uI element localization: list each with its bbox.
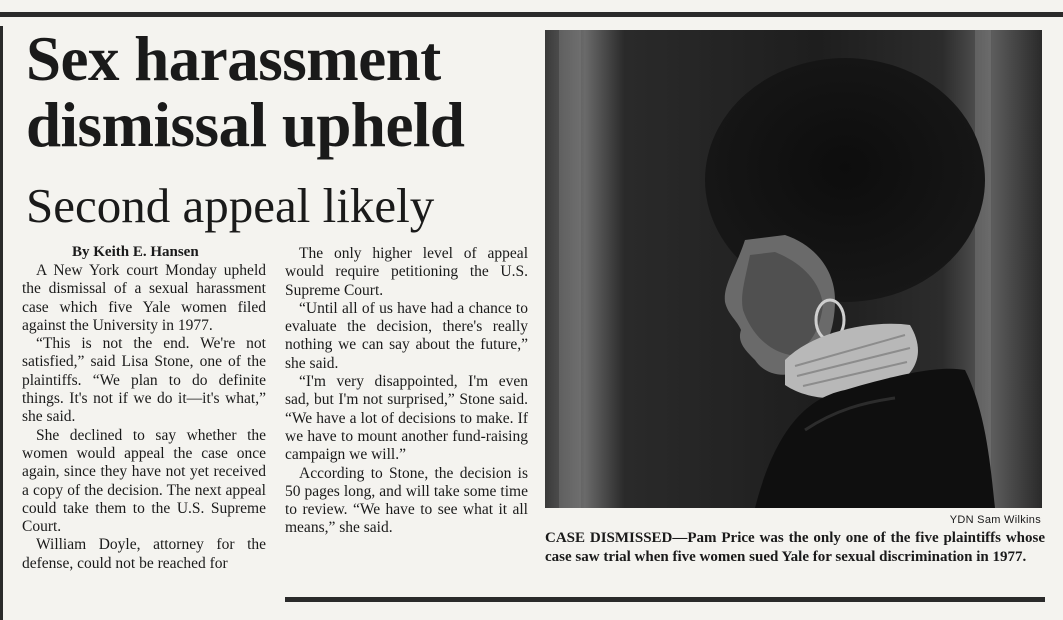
paragraph: “Until all of us have had a chance to evaluate the decision, there's really nothing we can say about the future,” she said. <box>285 299 528 372</box>
headline: Sex harassment dismissal upheld <box>26 24 465 160</box>
article-column-1 <box>22 262 266 573</box>
bottom-rule <box>285 597 1045 602</box>
paragraph: “This is not the end. We're not satisfied,” said Lisa Stone, one of the plaintiffs. “We plan to do definite things. It's not if we do it—it's what,” she said. <box>22 335 266 426</box>
photo-credit: YDN Sam Wilkins <box>949 514 1041 526</box>
paragraph: The only higher level of appeal would require petitioning the U.S. Supreme Court. <box>285 245 528 299</box>
top-rule <box>0 12 1063 17</box>
portrait-image <box>545 30 1042 508</box>
left-rule <box>0 26 3 620</box>
paragraph: She declined to say whether the women would appeal the case once again, since they have not yet received a copy of the decision. The next appeal could take them to the U.S. Supreme Court. <box>22 426 266 536</box>
paragraph: William Doyle, attorney for the defense, could not be reached for <box>22 536 266 572</box>
paragraph: A New York court Monday upheld the dismissal of a sexual harassment case which five Yale women filed against the University in 1977. <box>22 262 266 334</box>
news-photo <box>545 30 1042 508</box>
subhead: Second appeal likely <box>26 178 435 233</box>
paragraph: “I'm very disappointed, I'm even sad, but I'm not surprised,” Stone said. “We have a lot of decisions to make. If we have to mount another fund-raising campaign we will.” <box>285 373 528 464</box>
byline: By Keith E. Hansen <box>72 244 199 260</box>
paragraph: According to Stone, the decision is 50 pages long, and will take some time to review. “We have to see what it all means,” she said. <box>285 464 528 537</box>
photo-caption: CASE DISMISSED—Pam Price was the only one of the five plaintiffs whose case saw trial when five women sued Yale for sexual discrimination in 1977. <box>545 530 1045 565</box>
article-column-2 <box>285 245 528 538</box>
